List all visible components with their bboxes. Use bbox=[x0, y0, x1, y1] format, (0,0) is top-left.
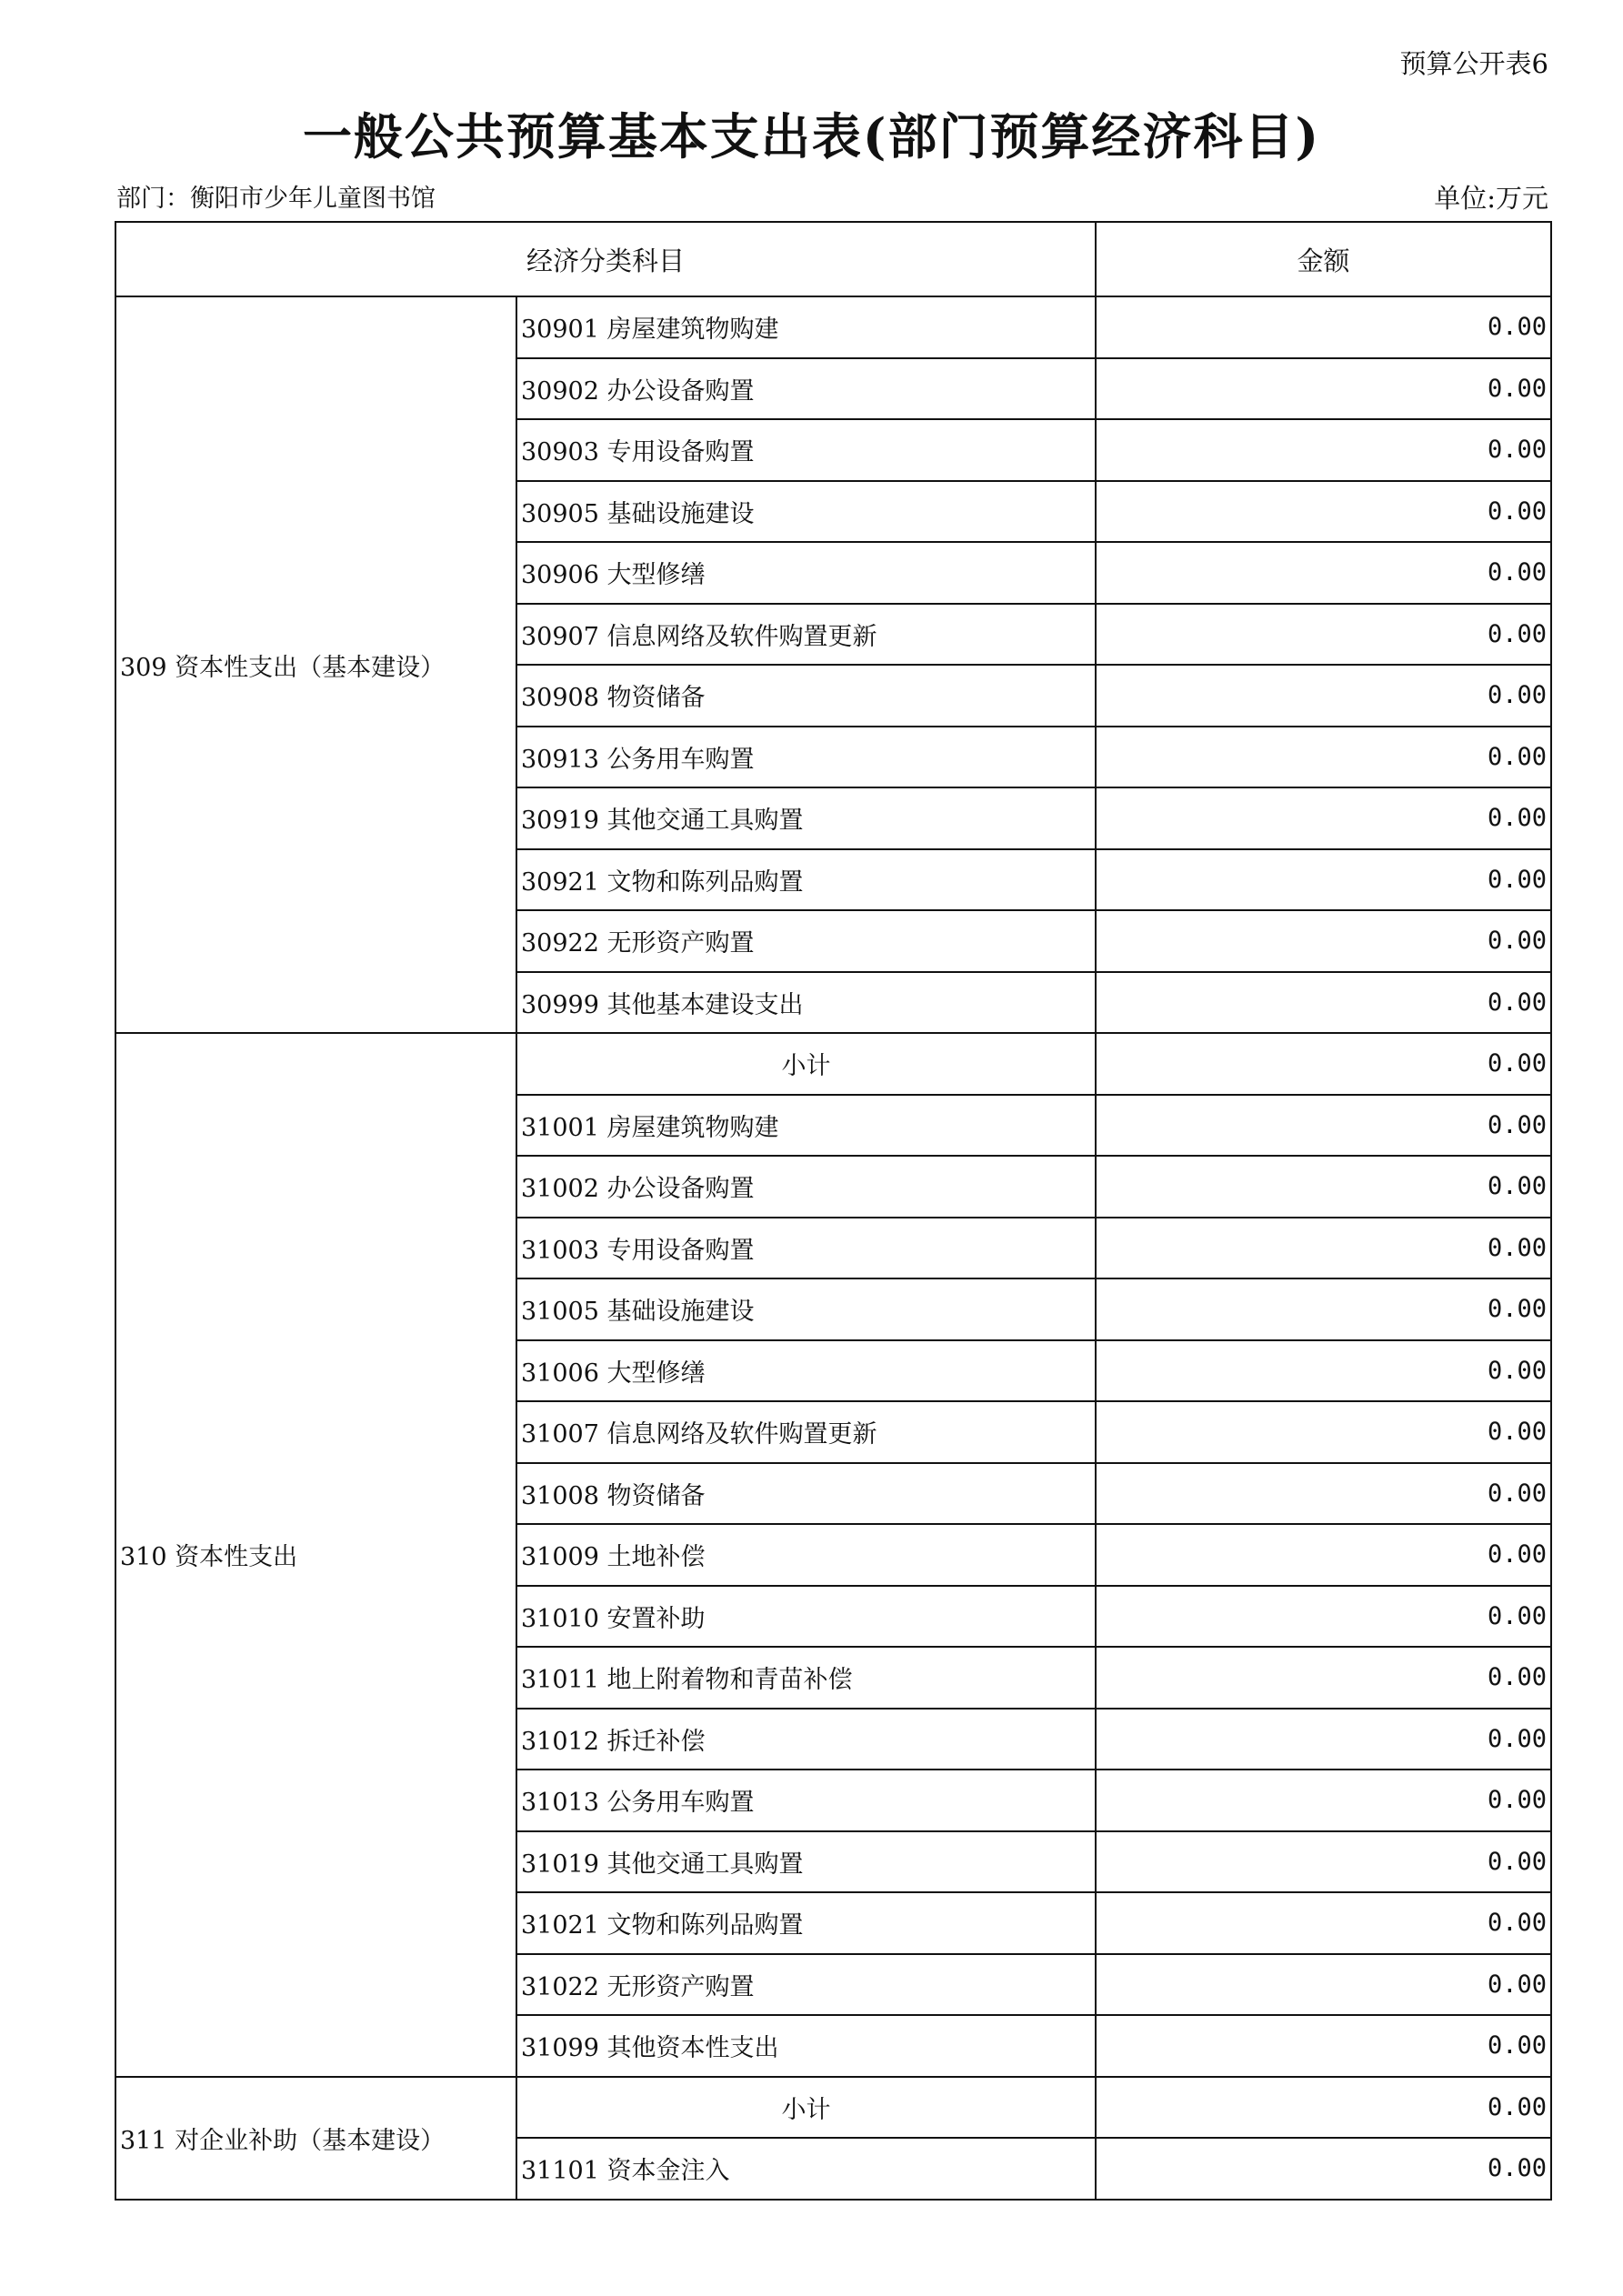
amount-cell: 0.00 bbox=[1096, 727, 1551, 788]
table-row bbox=[115, 2077, 1551, 2139]
group-category-cell: 311 对企业补助（基本建设） bbox=[115, 2077, 516, 2200]
amount-cell: 0.00 bbox=[1096, 665, 1551, 727]
amount-cell: 0.00 bbox=[1096, 972, 1551, 1034]
amount-cell: 0.00 bbox=[1096, 1218, 1551, 1279]
amount-cell: 0.00 bbox=[1096, 1033, 1551, 1095]
amount-cell: 0.00 bbox=[1096, 1831, 1551, 1893]
amount-cell: 0.00 bbox=[1096, 1156, 1551, 1218]
subtotal-label-cell: 小计 bbox=[516, 1033, 1096, 1095]
amount-cell: 0.00 bbox=[1096, 1954, 1551, 2016]
item-name-cell: 31022 无形资产购置 bbox=[516, 1954, 1096, 2016]
item-name-cell: 31010 安置补助 bbox=[516, 1586, 1096, 1648]
amount-cell: 0.00 bbox=[1096, 1647, 1551, 1709]
amount-cell: 0.00 bbox=[1096, 1524, 1551, 1586]
item-name-cell: 30902 办公设备购置 bbox=[516, 358, 1096, 420]
amount-cell: 0.00 bbox=[1096, 1892, 1551, 1954]
group-category-cell: 309 资本性支出（基本建设） bbox=[115, 296, 516, 1033]
item-name-cell: 30913 公务用车购置 bbox=[516, 727, 1096, 788]
item-name-cell: 30922 无形资产购置 bbox=[516, 910, 1096, 972]
subtotal-label-cell: 小计 bbox=[516, 2077, 1096, 2139]
amount-cell: 0.00 bbox=[1096, 1278, 1551, 1340]
item-name-cell: 30903 专用设备购置 bbox=[516, 419, 1096, 481]
column-header-amount: 金额 bbox=[1096, 222, 1551, 296]
item-name-cell: 31012 拆迁补偿 bbox=[516, 1709, 1096, 1770]
item-name-cell: 30919 其他交通工具购置 bbox=[516, 787, 1096, 849]
item-name-cell: 31001 房屋建筑物购建 bbox=[516, 1095, 1096, 1157]
item-name-cell: 31011 地上附着物和青苗补偿 bbox=[516, 1647, 1096, 1709]
item-name-cell: 31099 其他资本性支出 bbox=[516, 2015, 1096, 2077]
amount-cell: 0.00 bbox=[1096, 1709, 1551, 1770]
item-name-cell: 30906 大型修缮 bbox=[516, 542, 1096, 604]
item-name-cell: 31101 资本金注入 bbox=[516, 2138, 1096, 2200]
amount-cell: 0.00 bbox=[1096, 358, 1551, 420]
table-header-row bbox=[115, 222, 1551, 296]
amount-cell: 0.00 bbox=[1096, 849, 1551, 911]
page-title: 一般公共预算基本支出表(部门预算经济科目) bbox=[302, 107, 1321, 165]
table-row bbox=[115, 1033, 1551, 1095]
item-name-cell: 31008 物资储备 bbox=[516, 1463, 1096, 1525]
amount-cell: 0.00 bbox=[1096, 2138, 1551, 2200]
amount-cell: 0.00 bbox=[1096, 1770, 1551, 1831]
item-name-cell: 30908 物资储备 bbox=[516, 665, 1096, 727]
amount-cell: 0.00 bbox=[1096, 910, 1551, 972]
item-name-cell: 30921 文物和陈列品购置 bbox=[516, 849, 1096, 911]
item-name-cell: 31003 专用设备购置 bbox=[516, 1218, 1096, 1279]
amount-cell: 0.00 bbox=[1096, 2015, 1551, 2077]
unit-label: 单位:万元 bbox=[1434, 183, 1548, 214]
column-header-category: 经济分类科目 bbox=[115, 222, 1096, 296]
item-name-cell: 31021 文物和陈列品购置 bbox=[516, 1892, 1096, 1954]
item-name-cell: 31013 公务用车购置 bbox=[516, 1770, 1096, 1831]
amount-cell: 0.00 bbox=[1096, 542, 1551, 604]
item-name-cell: 30999 其他基本建设支出 bbox=[516, 972, 1096, 1034]
amount-cell: 0.00 bbox=[1096, 481, 1551, 543]
table-body bbox=[115, 222, 1551, 2200]
amount-cell: 0.00 bbox=[1096, 1095, 1551, 1157]
table-row bbox=[115, 296, 1551, 358]
item-name-cell: 31019 其他交通工具购置 bbox=[516, 1831, 1096, 1893]
item-name-cell: 30905 基础设施建设 bbox=[516, 481, 1096, 543]
item-name-cell: 31005 基础设施建设 bbox=[516, 1278, 1096, 1340]
budget-table bbox=[115, 221, 1552, 2201]
amount-cell: 0.00 bbox=[1096, 1401, 1551, 1463]
department-label: 部门：衡阳市少年儿童图书馆 bbox=[116, 185, 436, 213]
amount-cell: 0.00 bbox=[1096, 1340, 1551, 1402]
amount-cell: 0.00 bbox=[1096, 419, 1551, 481]
group-category-cell: 310 资本性支出 bbox=[115, 1033, 516, 2077]
item-name-cell: 31007 信息网络及软件购置更新 bbox=[516, 1401, 1096, 1463]
item-name-cell: 31002 办公设备购置 bbox=[516, 1156, 1096, 1218]
amount-cell: 0.00 bbox=[1096, 296, 1551, 358]
table-number-label: 预算公开表6 bbox=[1399, 48, 1548, 79]
amount-cell: 0.00 bbox=[1096, 1586, 1551, 1648]
item-name-cell: 31006 大型修缮 bbox=[516, 1340, 1096, 1402]
amount-cell: 0.00 bbox=[1096, 1463, 1551, 1525]
item-name-cell: 30901 房屋建筑物购建 bbox=[516, 296, 1096, 358]
item-name-cell: 30907 信息网络及软件购置更新 bbox=[516, 604, 1096, 666]
amount-cell: 0.00 bbox=[1096, 787, 1551, 849]
item-name-cell: 31009 土地补偿 bbox=[516, 1524, 1096, 1586]
amount-cell: 0.00 bbox=[1096, 604, 1551, 666]
amount-cell: 0.00 bbox=[1096, 2077, 1551, 2139]
